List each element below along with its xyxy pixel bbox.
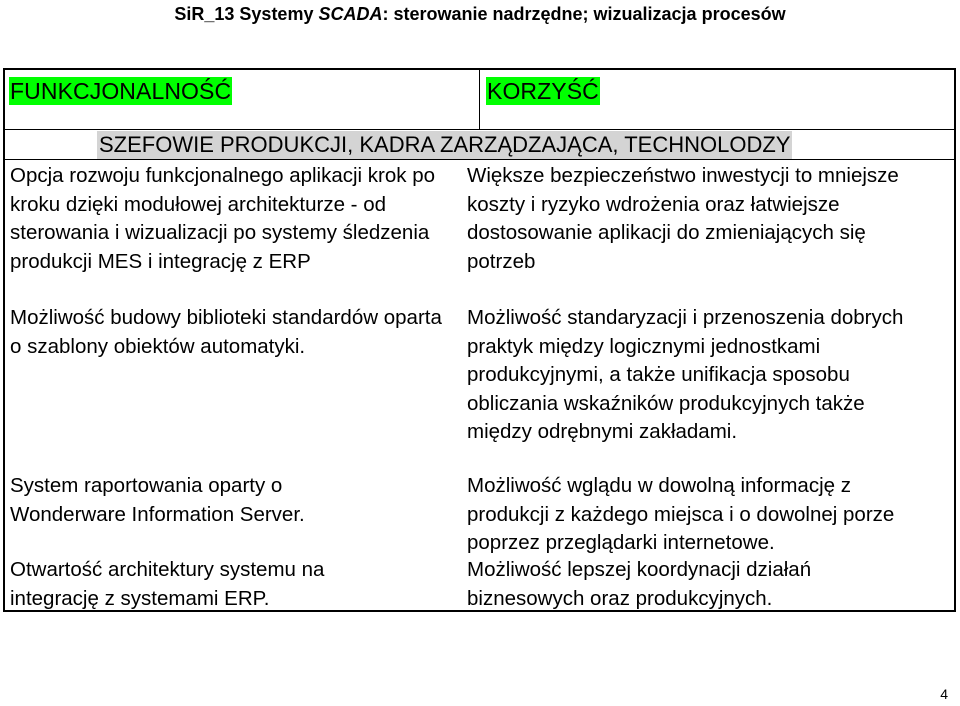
left-text-reporting: System raportowania oparty o Wonderware Information Server. [10,474,305,526]
header-row-bottom [3,129,956,130]
section-banner: SZEFOWIE PRODUKCJI, KADRA ZARZĄDZAJĄCA, TECHNOLODZY [99,132,791,157]
left-text-openness: Otwartość architektury systemu na integrację z systemami ERP. [10,558,325,610]
right-cell-security [467,162,907,276]
right-text-coordination: Możliwość lepszej koordynacji działań biznesowych oraz produkcyjnych. [467,558,812,610]
left-cell-reporting [10,472,370,529]
right-cell-standardization [467,304,927,447]
right-cell-coordination [467,556,887,613]
column-header-benefit: KORZYŚĆ [487,78,599,104]
header-divider [479,68,480,130]
column-header-functionality: FUNKCJONALNOŚĆ [10,78,232,104]
left-text-modular: Opcja rozwoju funkcjonalnego aplikacji krok po kroku dzięki modułowej architekturze - od sterowania i wizualizacji po systemy śledzenia produkcji MES i integrację z ERP [10,164,436,273]
title-emphasis: SCADA [318,4,383,24]
right-text-access: Możliwość wglądu w dowolną informację z produkcji z każdego miejsca i o dowolnej porze poprzez przeglądarki internetowe. [467,474,895,554]
title-suffix: : sterowanie nadrzędne; wizualizacja procesów [382,4,786,24]
table-border-right [954,68,956,612]
page-number: 4 [940,686,948,702]
right-text-standardization: Możliwość standaryzacji i przenoszenia dobrych praktyk między logicznymi jednostkami produkcyjnymi, a także unifikacja sposobu obliczania wskaźników produkcyjnych także między odrębnymi zakładami. [467,306,904,443]
left-cell-openness [10,556,390,613]
left-cell-library [10,304,458,361]
slide-title [0,4,960,25]
left-cell-modular [10,162,448,276]
banner-row-bottom [3,159,956,160]
left-text-library: Możliwość budowy biblioteki standardów oparta o szablony obiektów automatyki. [10,306,442,358]
title-prefix: SiR_13 Systemy [174,4,319,24]
table-border-left [3,68,5,612]
right-cell-access [467,472,927,558]
right-text-security: Większe bezpieczeństwo inwestycji to mniejsze koszty i ryzyko wdrożenia oraz łatwiejsze dostosowanie aplikacji do zmieniających się potrzeb [467,164,899,273]
